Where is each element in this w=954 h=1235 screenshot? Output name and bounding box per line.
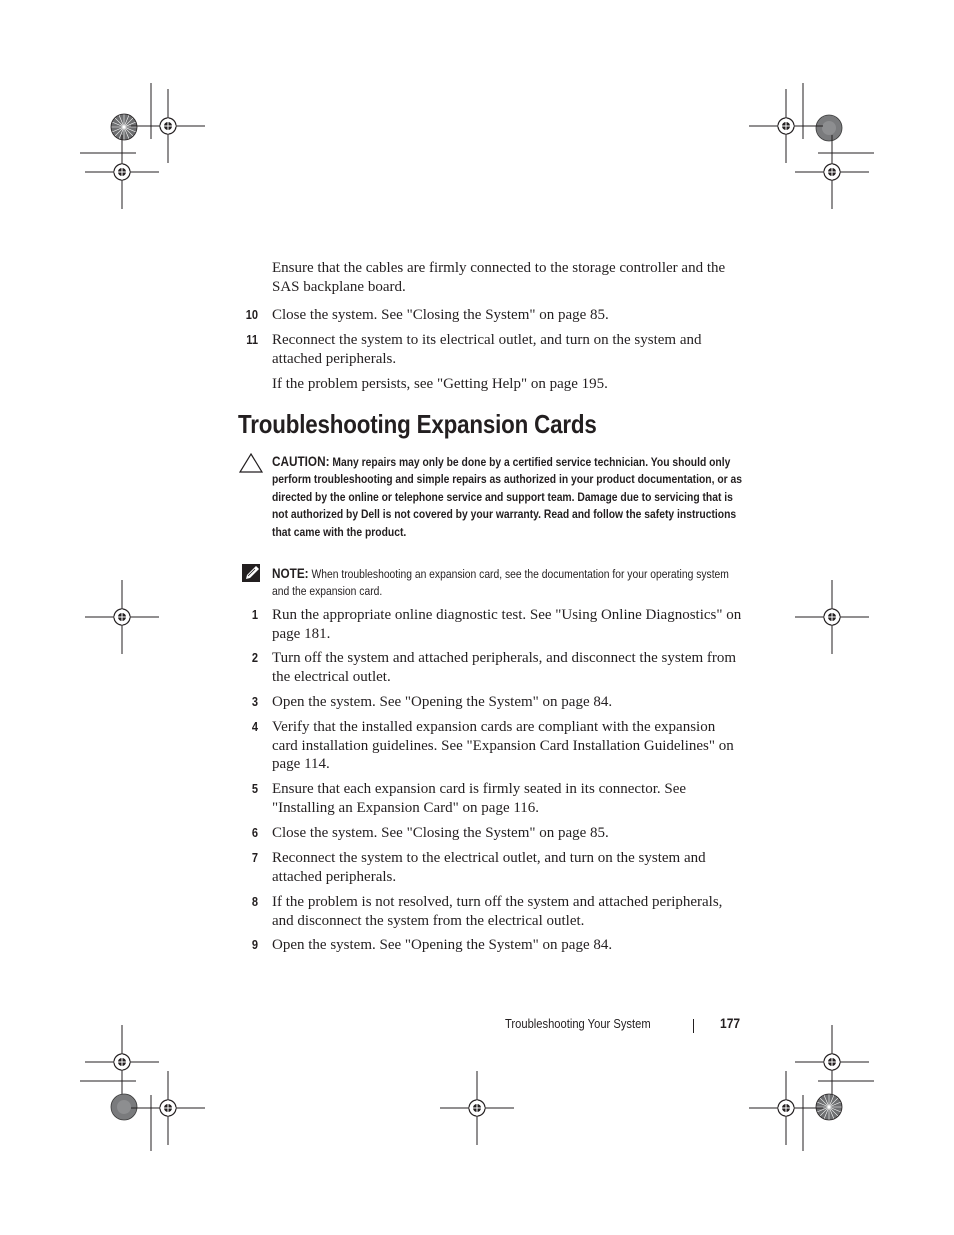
step-number: 2 [251,650,258,665]
registration-cross-icon [131,1071,205,1145]
starburst-mark-top-left [111,114,137,140]
step-text: Open the system. See "Opening the System" on page 84. [272,937,613,953]
step-text: If the problem is not resolved, turn off the system and attached peripherals, and disconnect the system from the electrical outlet. [272,894,723,929]
registration-cross-icon [795,135,869,209]
intro-paragraph: Ensure that the cables are firmly connected to the storage controller and the SAS backplane board. [272,260,726,295]
note-text: When troubleshooting an expansion card, see the documentation for your operating system and the expansion card. [272,567,729,599]
footer-chapter-title: Troubleshooting Your System [505,1016,651,1031]
step-number: 1 [251,607,258,622]
step-text: Open the system. See "Opening the System" on page 84. [272,694,613,710]
starburst-mark-bottom-right [816,1094,842,1120]
note-notice [272,565,742,601]
registration-cross-icon [795,580,869,654]
step-number: 5 [251,781,258,796]
step-number: 3 [251,694,258,709]
registration-cross-icon [749,1071,823,1145]
note-label: NOTE: [272,565,309,581]
registration-cross-icon [440,1071,514,1145]
step-text: Turn off the system and attached peripherals, and disconnect the system from the electrical outlet. [272,650,737,685]
registration-cross-icon [131,89,205,163]
caution-label: CAUTION: [272,453,330,469]
step-text: Reconnect the system to the electrical outlet, and turn on the system and attached peripherals. [272,850,706,885]
registration-cross-icon [749,89,823,163]
registration-cross-icon [85,1025,159,1099]
caution-notice [272,453,742,541]
caution-text: Many repairs may only be done by a certified service technician. You should only perform troubleshooting and simple repairs as authorized in your product documentation, or as directed by the online or telephone service and support team. Damage due to servicing that is not authorized by Dell is not covered by your warranty. Read and follow the safety instructions that came with the product. [272,455,743,539]
step-number: 7 [251,850,258,865]
caution-triangle-icon [238,452,264,474]
step-number: 11 [246,332,258,347]
step-text: Close the system. See "Closing the System" on page 85. [272,825,609,841]
step-text: Ensure that each expansion card is firmly seated in its connector. See "Installing an Expansion Card" on page 116. [272,781,687,816]
gray-dot-mark-bottom-left [111,1094,137,1120]
step-number: 4 [251,719,258,734]
registration-cross-icon [795,1025,869,1099]
registration-cross-icon [85,580,159,654]
step-text: Verify that the installed expansion cards are compliant with the expansion card installation guidelines. See "Expansion Card Installation Guidelines" on page 114. [272,719,734,773]
crop-mark-top-right [803,83,874,153]
step-number: 6 [251,825,258,840]
step-text: Run the appropriate online diagnostic test. See "Using Online Diagnostics" on page 181. [272,607,742,642]
step-number: 9 [251,937,258,952]
section-heading: Troubleshooting Expansion Cards [238,409,597,439]
step-text: Reconnect the system to its electrical outlet, and turn on the system and attached peripherals. [272,332,702,367]
page-number: 177 [720,1015,741,1031]
step-number: 8 [251,894,258,909]
footer-divider [693,1019,694,1033]
note-pencil-icon [240,562,264,584]
registration-cross-icon [85,135,159,209]
followup-paragraph: If the problem persists, see "Getting Help" on page 195. [272,376,608,392]
gray-dot-mark-top-right [816,115,842,141]
step-text: Close the system. See "Closing the System" on page 85. [272,307,609,323]
step-number: 10 [245,307,258,322]
